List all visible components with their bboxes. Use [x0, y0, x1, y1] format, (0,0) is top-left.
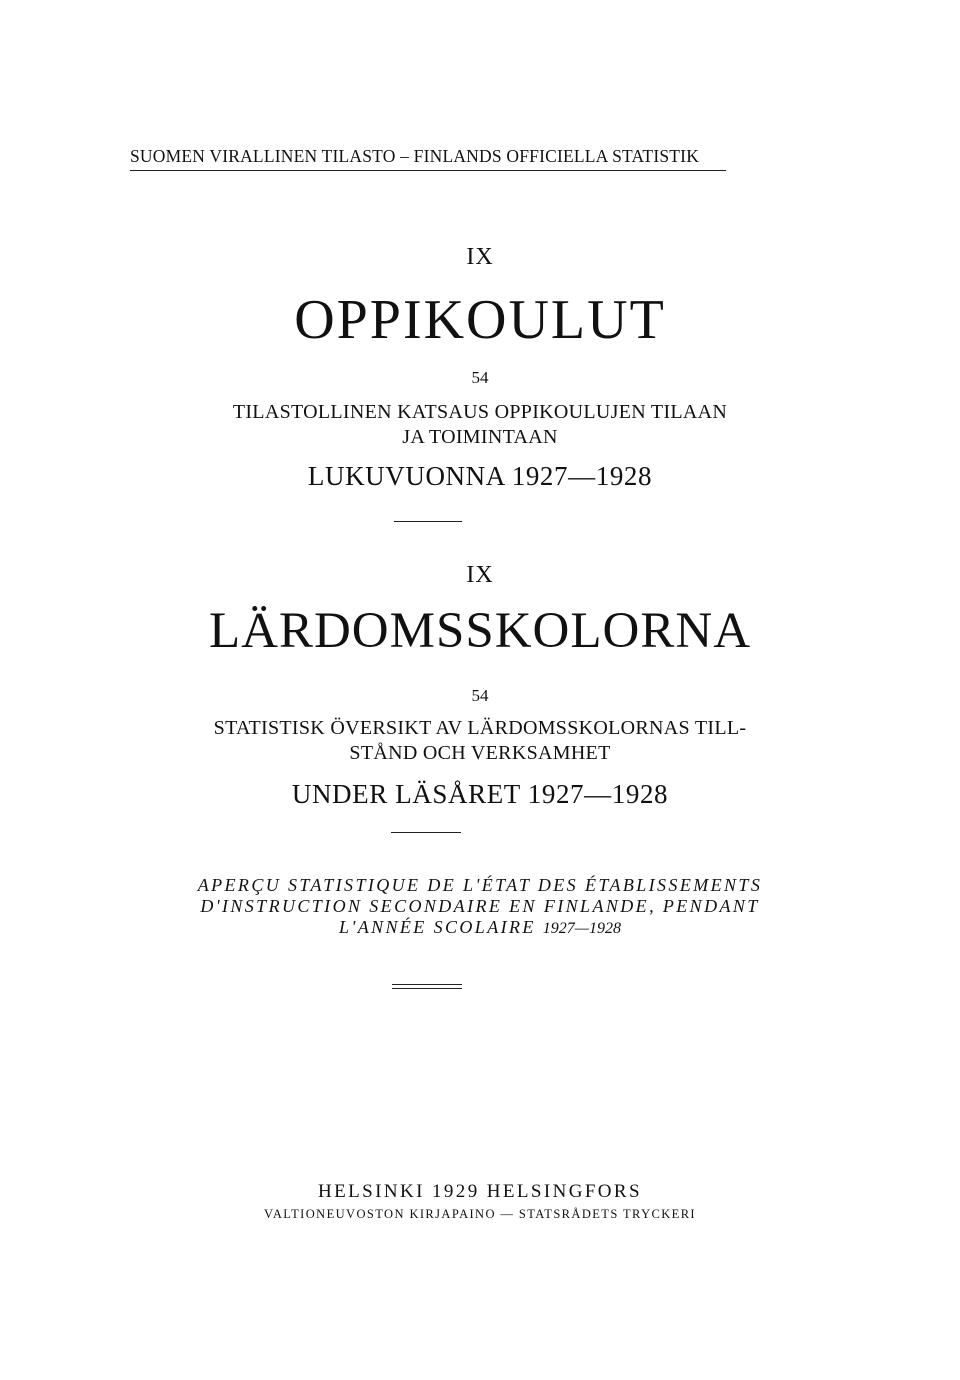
finnish-number: 54: [471, 368, 489, 387]
swedish-number: 54: [471, 686, 489, 705]
series-header: SUOMEN VIRALLINEN TILASTO – FINLANDS OFFICIELLA STATISTIK: [130, 146, 700, 166]
swedish-subtitle-line2: STÅND OCH VERKSAMHET: [349, 742, 611, 764]
french-line3-years: 1927—1928: [542, 920, 621, 937]
series-header-rule: [130, 170, 726, 171]
swedish-series-roman: IX: [466, 562, 494, 588]
finnish-subtitle-line2: JA TOIMINTAAN: [402, 426, 558, 448]
swedish-subtitle-line1: STATISTISK ÖVERSIKT AV LÄRDOMSSKOLORNAS TILL-: [213, 717, 747, 739]
finnish-subtitle-line1: TILASTOLLINEN KATSAUS OPPIKOULUJEN TILAAN: [232, 401, 728, 423]
imprint-place-year: HELSINKI 1929 HELSINGFORS: [318, 1181, 642, 1202]
swedish-title: LÄRDOMSSKOLORNA: [208, 603, 752, 659]
imprint-printer: VALTIONEUVOSTON KIRJAPAINO — STATSRÅDETS TRYCKERI: [264, 1207, 696, 1221]
swedish-period: UNDER LÄSÅRET 1927—1928: [291, 779, 669, 809]
french-line2: D'INSTRUCTION SECONDAIRE EN FINLANDE, PENDANT: [200, 896, 760, 916]
finnish-series-roman: IX: [466, 244, 494, 270]
french-line1: APERÇU STATISTIQUE DE L'ÉTAT DES ÉTABLISSEMENTS: [197, 875, 763, 895]
section-divider-double: [392, 984, 462, 989]
finnish-period: LUKUVUONNA 1927—1928: [307, 461, 653, 491]
section-divider-2: [391, 832, 461, 833]
finnish-title: OPPIKOULUT: [294, 289, 666, 351]
french-line3-text: L'ANNÉE SCOLAIRE: [339, 917, 536, 937]
french-line3: [0, 917, 960, 938]
section-divider-1: [394, 521, 462, 522]
